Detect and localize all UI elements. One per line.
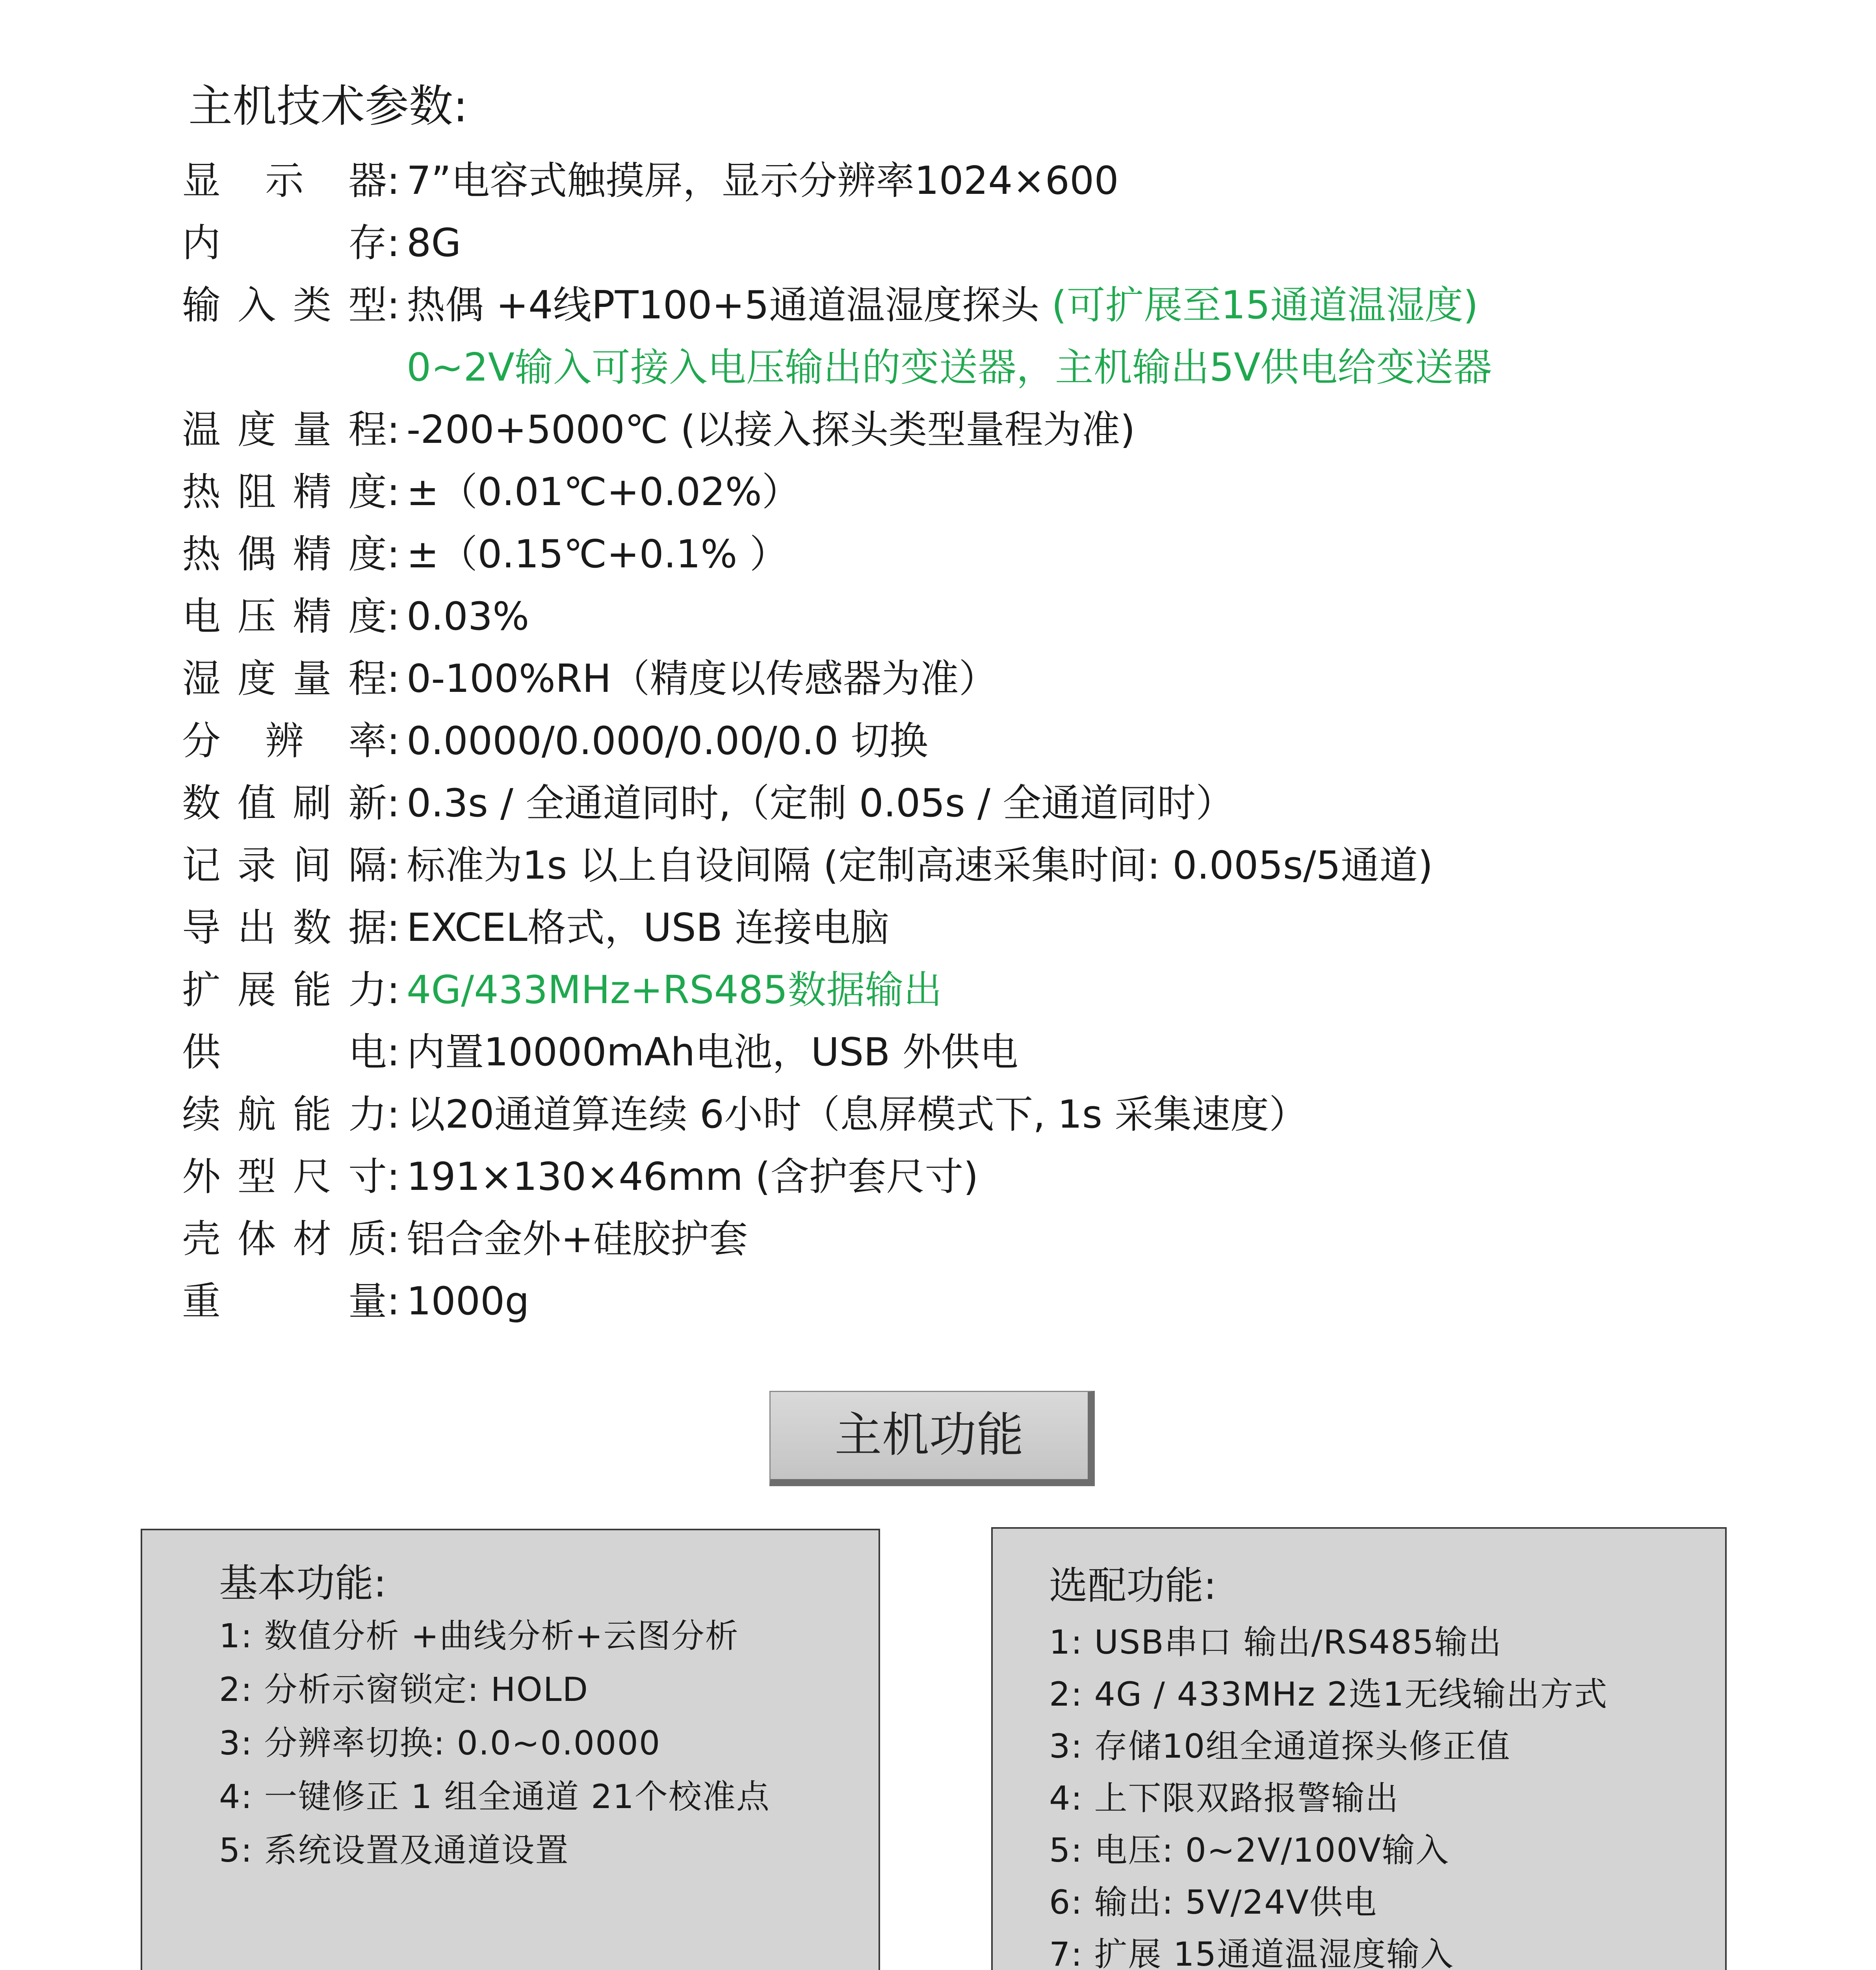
list-item: 1: USB串口 输出/RS485输出 <box>1049 1623 1502 1661</box>
spec-row: 导出数据 : EXCEL格式，USB 连接电脑 <box>182 897 1492 959</box>
spec-label: 扩展能力 <box>182 968 387 1013</box>
list-item: 4: 一键修正 1 组全通道 21个校准点 <box>219 1777 770 1816</box>
spec-value-highlight: 0~2V输入可接入电压输出的变送器，主机输出5V供电给变送器 <box>407 345 1492 390</box>
spec-row: 记录间隔 : 标准为1s 以上自设间隔 (定制高速采集时间: 0.005s/5通道) <box>182 834 1492 897</box>
spec-value: 0-100%RH（精度以传感器为准） <box>407 656 997 701</box>
spec-row: 电压精度 : 0.03% <box>182 585 1492 648</box>
spec-value: 内置10000mAh电池，USB 外供电 <box>407 1030 1018 1075</box>
spec-row: 温度量程 : -200+5000℃ (以接入探头类型量程为准) <box>182 399 1492 461</box>
list-item: 1: 数值分析 +曲线分析+云图分析 <box>219 1617 739 1655</box>
basic-features-title: 基本功能: <box>219 1561 387 1606</box>
spec-label <box>182 336 387 399</box>
spec-label: 显示器 <box>182 158 387 203</box>
spec-label: 电压精度 <box>182 594 387 639</box>
spec-label: 数值刷新 <box>182 781 387 826</box>
spec-row: 供电 : 内置10000mAh电池，USB 外供电 <box>182 1021 1492 1084</box>
spec-row: 分辨率 : 0.0000/0.000/0.00/0.0 切换 <box>182 710 1492 772</box>
spec-value: 191×130×46mm (含护套尺寸) <box>407 1154 979 1199</box>
spec-value: 0.3s / 全通道同时,（定制 0.05s / 全通道同时） <box>407 781 1235 826</box>
spec-value: ±（0.15℃+0.1% ） <box>407 532 788 577</box>
spec-row: 内存 : 8G <box>182 212 1492 274</box>
list-item: 5: 电压: 0~2V/100V输入 <box>1049 1831 1450 1870</box>
spec-row: 湿度量程 : 0-100%RH（精度以传感器为准） <box>182 648 1492 710</box>
spec-label: 外型尺寸 <box>182 1154 387 1199</box>
spec-label: 重量 <box>182 1279 387 1324</box>
spec-label: 供电 <box>182 1030 387 1075</box>
spec-value: 0.0000/0.000/0.00/0.0 切换 <box>407 719 928 764</box>
spec-row: 续航能力 : 以20通道算连续 6小时（息屏模式下, 1s 采集速度） <box>182 1084 1492 1146</box>
spec-value: EXCEL格式，USB 连接电脑 <box>407 905 890 950</box>
spec-label: 热偶精度 <box>182 532 387 577</box>
spec-label: 分辨率 <box>182 719 387 764</box>
spec-label: 温度量程 <box>182 407 387 452</box>
spec-label: 内存 <box>182 221 387 266</box>
spec-row: 扩展能力 : 4G/433MHz+RS485数据输出 <box>182 959 1492 1021</box>
spec-row: 外型尺寸 : 191×130×46mm (含护套尺寸) <box>182 1146 1492 1208</box>
spec-value-highlight: (可扩展至15通道温湿度) <box>1051 283 1479 328</box>
spec-value: 热偶 +4线PT100+5通道温湿度探头 <box>407 283 1040 328</box>
list-item: 3: 分辨率切换: 0.0~0.0000 <box>219 1724 661 1762</box>
spec-value: 标准为1s 以上自设间隔 (定制高速采集时间: 0.005s/5通道) <box>407 843 1433 888</box>
list-item: 2: 分析示窗锁定: HOLD <box>219 1670 589 1709</box>
section-header-host-functions: 主机功能 <box>769 1391 1095 1486</box>
spec-row: 壳体材质 : 铝合金外+硅胶护套 <box>182 1208 1492 1270</box>
spec-label: 导出数据 <box>182 905 387 950</box>
spec-label: 输入类型 <box>182 283 387 328</box>
spec-value: 7”电容式触摸屏，显示分辨率1024×600 <box>407 158 1119 203</box>
spec-label: 热阻精度 <box>182 470 387 515</box>
spec-label: 续航能力 <box>182 1092 387 1137</box>
basic-features-box <box>141 1529 880 1970</box>
optional-features-title: 选配功能: <box>1049 1563 1217 1608</box>
spec-label: 湿度量程 <box>182 656 387 701</box>
optional-features-box <box>991 1527 1727 1970</box>
spec-row: 热阻精度 : ±（0.01℃+0.02%） <box>182 461 1492 523</box>
spec-value: ±（0.01℃+0.02%） <box>407 470 801 515</box>
list-item: 3: 存储10组全通道探头修正值 <box>1049 1727 1511 1766</box>
list-item: 7: 扩展 15通道温湿度输入 <box>1049 1935 1454 1970</box>
spec-value: -200+5000℃ (以接入探头类型量程为准) <box>407 407 1135 452</box>
list-item: 2: 4G / 433MHz 2选1无线输出方式 <box>1049 1675 1608 1714</box>
spec-value: 铝合金外+硅胶护套 <box>407 1217 748 1262</box>
spec-row <box>182 336 1492 399</box>
list-item: 6: 输出: 5V/24V供电 <box>1049 1883 1378 1922</box>
spec-row: 热偶精度 : ±（0.15℃+0.1% ） <box>182 523 1492 585</box>
list-item: 4: 上下限双路报警输出 <box>1049 1779 1399 1818</box>
spec-label: 记录间隔 <box>182 843 387 888</box>
list-item: 5: 系统设置及通道设置 <box>219 1831 569 1870</box>
spec-row: 重量 : 1000g <box>182 1270 1492 1333</box>
spec-row: 显示器 : 7”电容式触摸屏，显示分辨率1024×600 <box>182 150 1492 212</box>
spec-value: 以20通道算连续 6小时（息屏模式下, 1s 采集速度） <box>407 1092 1308 1137</box>
spec-value: 1000g <box>407 1279 529 1324</box>
spec-label: 壳体材质 <box>182 1217 387 1262</box>
spec-value: 0.03% <box>407 594 529 639</box>
spec-list <box>182 150 1492 1333</box>
spec-title: 主机技术参数: <box>188 81 468 132</box>
spec-row: 数值刷新 : 0.3s / 全通道同时,（定制 0.05s / 全通道同时） <box>182 772 1492 834</box>
spec-row: 输入类型 : 热偶 +4线PT100+5通道温湿度探头 (可扩展至15通道温湿度) <box>182 274 1492 336</box>
spec-value-highlight: 4G/433MHz+RS485数据输出 <box>407 968 942 1013</box>
spec-value: 8G <box>407 221 461 266</box>
